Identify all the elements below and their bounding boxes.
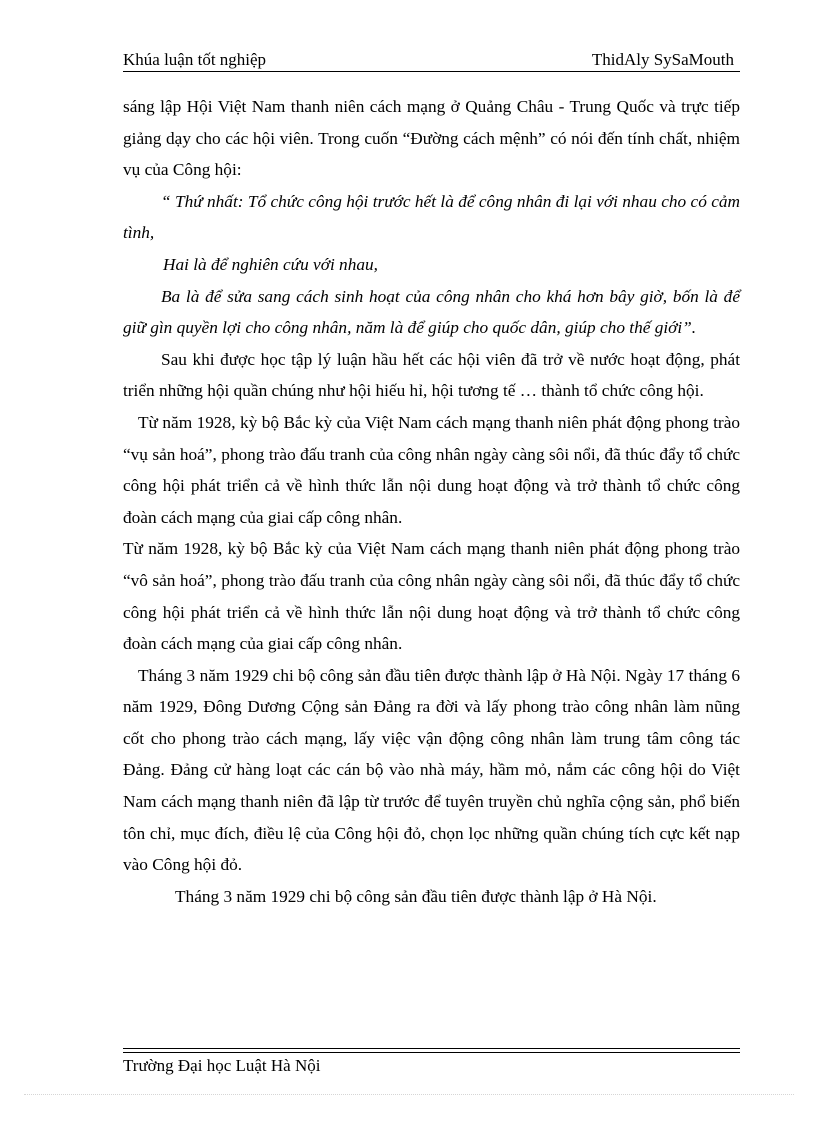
quote-second: Hai là để nghiên cứu với nhau, [163, 254, 378, 274]
quote-third: Ba là để sửa sang cách sinh hoạt của công nhân cho khá hơn bây giờ, bốn là để giữ gìn quyền lợi cho công nhân, năm là để giúp cho quốc dân, giúp cho thế giới”. [123, 286, 740, 338]
paragraph-1929-repeat: Tháng 3 năm 1929 chi bộ công sản đầu tiên được thành lập ở Hà Nội. [175, 886, 657, 906]
header-rule [123, 71, 740, 72]
header-left-text: Khúa luận tốt nghiệp [123, 50, 267, 69]
header-right-text: ThidAly SySaMouth [591, 50, 734, 69]
paragraph-1929: Tháng 3 năm 1929 chi bộ công sản đầu tiên được thành lập ở Hà Nội. Ngày 17 tháng 6 năm 1929, Đông Dương Cộng sản Đảng ra đời và lấy phong trào công nhân làm nũng cốt cho phong trào cách mạng, lấy việc vận động công nhân làm trung tâm công tác Đảng. Đảng cử hàng loạt các cán bộ vào nhà máy, hầm mỏ, nắm các công hội do Việt Nam cách mạng thanh niên đã lập từ trước để tuyên truyền chủ nghĩa cộng sản, phổ biến tôn chỉ, mục đích, điều lệ của Công hội đỏ, chọn lọc những quần chúng tích cực kết nạp vào Công hội đỏ. [123, 665, 740, 875]
document-body [123, 91, 740, 912]
paragraph-after-study: Sau khi được học tập lý luận hầu hết các hội viên đã trở về nước hoạt động, phát triển những hội quần chúng như hội hiếu hỉ, hội tương tế … thành tổ chức công hội. [123, 349, 740, 401]
paragraph-intro: sáng lập Hội Việt Nam thanh niên cách mạng ở Quảng Châu - Trung Quốc và trực tiếp giảng dạy cho các hội viên. Trong cuốn “Đường cách mệnh” có nói đến tính chất, nhiệm vụ của Công hội: [123, 97, 740, 180]
footer-rule-bottom [123, 1052, 740, 1053]
page-footer: Trường Đại học Luật Hà Nội [123, 1056, 321, 1075]
quote-first: “ Thứ nhất: Tổ chức công hội trước hết là để công nhân đi lại với nhau cho có cảm tình, [123, 191, 740, 243]
paragraph-1928-a: Từ năm 1928, kỳ bộ Bắc kỳ của Việt Nam cách mạng thanh niên phát động phong trào “vụ sản hoá”, phong trào đấu tranh của công nhân ngày càng sôi nổi, đã thúc đẩy tổ chức công hội phát triển cả về hình thức lẫn nội dung hoạt động và trở thành tổ chức công đoàn cách mạng của giai cấp công nhân. [123, 412, 740, 527]
page-header [123, 48, 740, 74]
page-edge-dotted-line [24, 1094, 794, 1095]
paragraph-1928-b: Từ năm 1928, kỳ bộ Bắc kỳ của Việt Nam cách mạng thanh niên phát động phong trào “vô sản hoá”, phong trào đấu tranh của công nhân ngày càng sôi nổi, đã thúc đẩy tổ chức công hội phát triển cả về hình thức lẫn nội dung hoạt động và trở thành tổ chức công đoàn cách mạng của giai cấp công nhân. [123, 539, 740, 654]
footer-rule-top [123, 1048, 740, 1049]
